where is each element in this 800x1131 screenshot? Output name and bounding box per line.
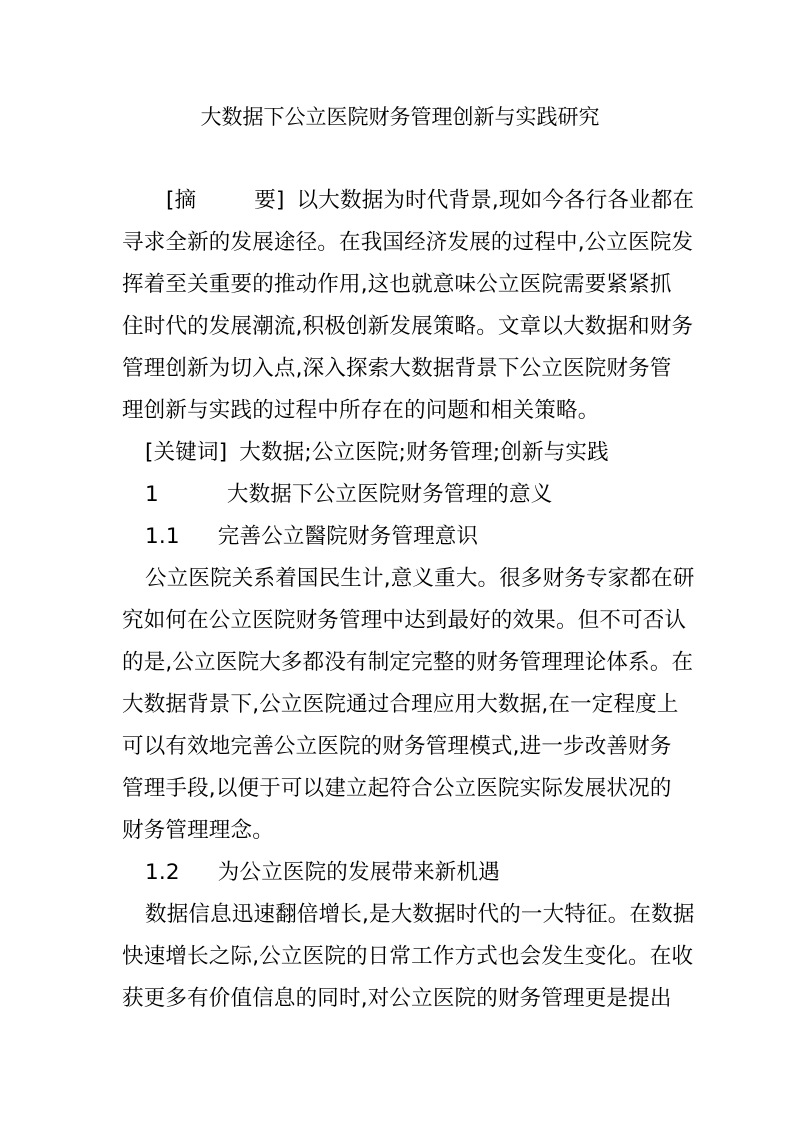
abstract-line: 理创新与实践的过程中所存在的问题和相关策略。: [122, 398, 600, 423]
section-1-title: 大数据下公立医院财务管理的意义: [226, 482, 553, 507]
section-1-2-heading: [145, 858, 500, 888]
section-1-1-line: 财务管理理念。: [122, 818, 274, 843]
section-1-1-heading: [145, 522, 478, 552]
section-1-2-line: 数据信息迅速翻倍增长,是大数据时代的一大特征。在数据: [145, 902, 695, 927]
abstract-line: 寻求全新的发展途径。在我国经济发展的过程中,公立医院发: [122, 230, 694, 255]
abstract-line: 住时代的发展潮流,积极创新发展策略。文章以大数据和财务: [122, 314, 694, 339]
keywords-text: 大数据;公立医院;财务管理;创新与实践: [239, 440, 609, 465]
section-1-1-title: 完善公立醫院财务管理意识: [217, 524, 479, 549]
abstract-line: 管理创新为切入点,深入探索大数据背景下公立医院财务管: [122, 356, 672, 381]
section-1-1-number: 1.1: [145, 524, 180, 549]
section-1-1-line: 的是,公立医院大多都没有制定完整的财务管理理论体系。在: [122, 650, 694, 675]
section-1-1-line: 大数据背景下,公立医院通过合理应用大数据,在一定程度上: [122, 692, 679, 717]
section-1-1-line: 究如何在公立医院财务管理中达到最好的效果。但不可否认: [122, 608, 687, 633]
section-1-number: 1: [145, 482, 159, 507]
abstract-label-left: [摘: [166, 188, 197, 213]
section-1-1-line: 公立医院关系着国民生计,意义重大。很多财务专家都在研: [145, 566, 695, 591]
section-1-heading: [145, 480, 552, 510]
abstract-label-right: 要]: [254, 188, 285, 213]
section-1-2-number: 1.2: [145, 860, 180, 885]
abstract-first-line: [166, 186, 694, 216]
keywords-label: [关键词]: [145, 440, 228, 465]
section-1-2-line: 快速增长之际,公立医院的日常工作方式也会发生变化。在收: [122, 944, 694, 969]
keywords-line: [145, 438, 609, 468]
abstract-line: 挥着至关重要的推动作用,这也就意味公立医院需要紧紧抓: [122, 272, 672, 297]
abstract-line: 以大数据为时代背景,现如今各行各业都在: [296, 188, 695, 213]
document-title: 大数据下公立医院财务管理创新与实践研究: [200, 105, 600, 129]
section-1-2-title: 为公立医院的发展带来新机遇: [217, 860, 500, 885]
section-1-2-line: 获更多有价值信息的同时,对公立医院的财务管理更是提出: [122, 986, 672, 1011]
section-1-1-line: 可以有效地完善公立医院的财务管理模式,进一步改善财务: [122, 734, 672, 759]
section-1-1-line: 管理手段,以便于可以建立起符合公立医院实际发展状况的: [122, 776, 672, 801]
